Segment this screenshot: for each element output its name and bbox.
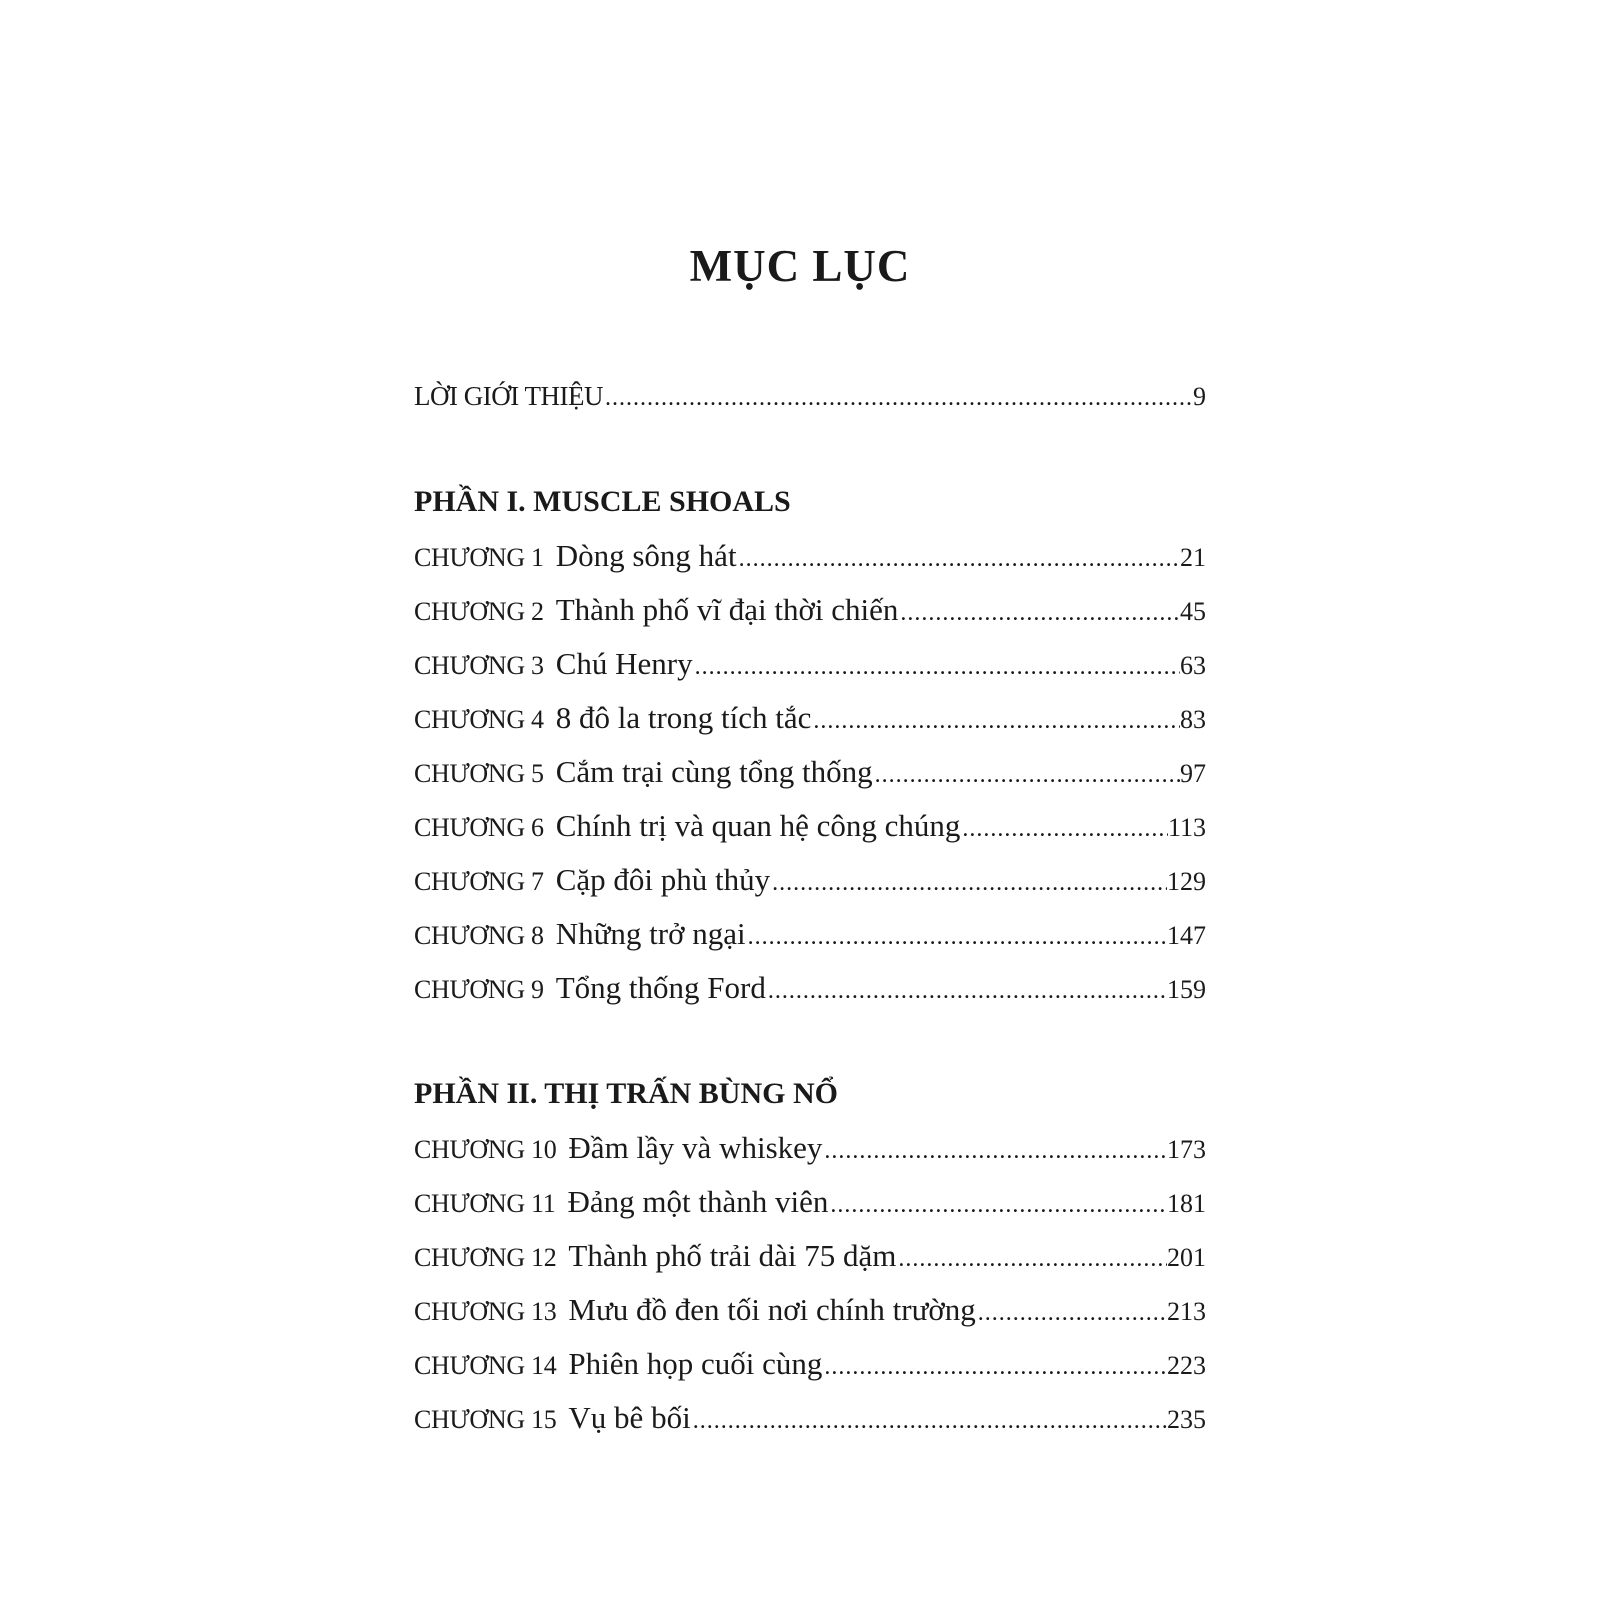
page-number: 213 [1167,1297,1206,1326]
dot-leader [691,1401,1167,1441]
toc-entry-chapter-6[interactable] [414,806,1206,846]
dot-leader [828,1185,1167,1225]
chapter-label: CHƯƠNG 10 [414,1135,557,1164]
dot-leader [976,1293,1167,1333]
chapter-title: Thành phố trải dài 75 dặm [568,1238,897,1273]
chapter-title: Thành phố vĩ đại thời chiến [555,592,899,627]
page-number: 181 [1167,1189,1206,1218]
chapter-title: Phiên họp cuối cùng [568,1346,823,1381]
toc-entry-chapter-5[interactable] [414,752,1206,792]
toc-entry-chapter-8[interactable] [414,914,1206,954]
toc-entry-chapter-15[interactable] [414,1398,1206,1438]
part-heading-2: PHẦN II. THỊ TRẤN BÙNG NỔ [414,1077,838,1110]
page-number: 147 [1167,921,1206,950]
page-number: 21 [1180,543,1206,572]
page-number: 235 [1167,1405,1206,1434]
chapter-label: CHƯƠNG 6 [414,813,544,842]
page-number: 83 [1180,705,1206,734]
toc-entry-chapter-1[interactable] [414,536,1206,576]
toc-entry-chapter-2[interactable] [414,590,1206,630]
dot-leader [770,863,1167,903]
dot-leader [822,1131,1167,1171]
page-number: 223 [1167,1351,1206,1380]
dot-leader [693,647,1180,687]
toc-entry-chapter-3[interactable] [414,644,1206,684]
dot-leader [746,917,1167,957]
dot-leader [822,1347,1167,1387]
page-number: 63 [1180,651,1206,680]
page-title: MỤC LỤC [689,241,911,291]
chapter-label: CHƯƠNG 8 [414,921,544,950]
page-number: 173 [1167,1135,1206,1164]
toc-entry-chapter-7[interactable] [414,860,1206,900]
chapter-title: Vụ bê bối [568,1400,691,1435]
chapter-title: Tổng thống Ford [555,970,766,1005]
intro-label: LỜI GIỚI THIỆU [414,381,603,411]
chapter-title: Mưu đồ đen tối nơi chính trường [568,1292,976,1327]
page-number: 129 [1167,867,1206,896]
page-number: 9 [1193,382,1206,411]
dot-leader [811,701,1180,741]
chapter-title: Chú Henry [555,646,693,681]
chapter-title: Đầm lầy và whiskey [568,1130,823,1165]
chapter-label: CHƯƠNG 15 [414,1405,557,1434]
page-number: 201 [1167,1243,1206,1272]
dot-leader [873,755,1180,795]
chapter-label: CHƯƠNG 5 [414,759,544,788]
part-heading-1: PHẦN I. MUSCLE SHOALS [414,485,791,518]
page-number: 113 [1167,813,1206,842]
chapter-title: Cắm trại cùng tổng thống [555,754,873,789]
toc-entry-chapter-11[interactable] [414,1182,1206,1222]
chapter-label: CHƯƠNG 2 [414,597,544,626]
toc-entry-chapter-13[interactable] [414,1290,1206,1330]
toc-entry-chapter-14[interactable] [414,1344,1206,1384]
chapter-label: CHƯƠNG 1 [414,543,544,572]
dot-leader [960,809,1168,849]
chapter-title: Dòng sông hát [555,538,737,573]
chapter-title: 8 đô la trong tích tắc [555,700,812,735]
toc-entry-chapter-12[interactable] [414,1236,1206,1276]
chapter-title: Những trở ngại [555,916,746,951]
chapter-label: CHƯƠNG 4 [414,705,544,734]
chapter-title: Cặp đôi phù thủy [555,862,771,897]
dot-leader [766,971,1167,1011]
chapter-label: CHƯƠNG 12 [414,1243,557,1272]
chapter-title: Chính trị và quan hệ công chúng [555,808,961,843]
dot-leader [898,593,1180,633]
chapter-label: CHƯƠNG 14 [414,1351,557,1380]
page-number: 159 [1167,975,1206,1004]
toc-entry-chapter-9[interactable] [414,968,1206,1008]
toc-entry-intro[interactable] [414,376,1206,416]
chapter-label: CHƯƠNG 7 [414,867,544,896]
page-number: 45 [1180,597,1206,626]
dot-leader [603,378,1193,418]
chapter-label: CHƯƠNG 11 [414,1189,556,1218]
chapter-label: CHƯƠNG 3 [414,651,544,680]
toc-entry-chapter-10[interactable] [414,1128,1206,1168]
chapter-label: CHƯƠNG 9 [414,975,544,1004]
dot-leader [896,1239,1167,1279]
dot-leader [737,539,1180,579]
toc-entry-chapter-4[interactable] [414,698,1206,738]
chapter-title: Đảng một thành viên [567,1184,829,1219]
page-number: 97 [1180,759,1206,788]
chapter-label: CHƯƠNG 13 [414,1297,557,1326]
